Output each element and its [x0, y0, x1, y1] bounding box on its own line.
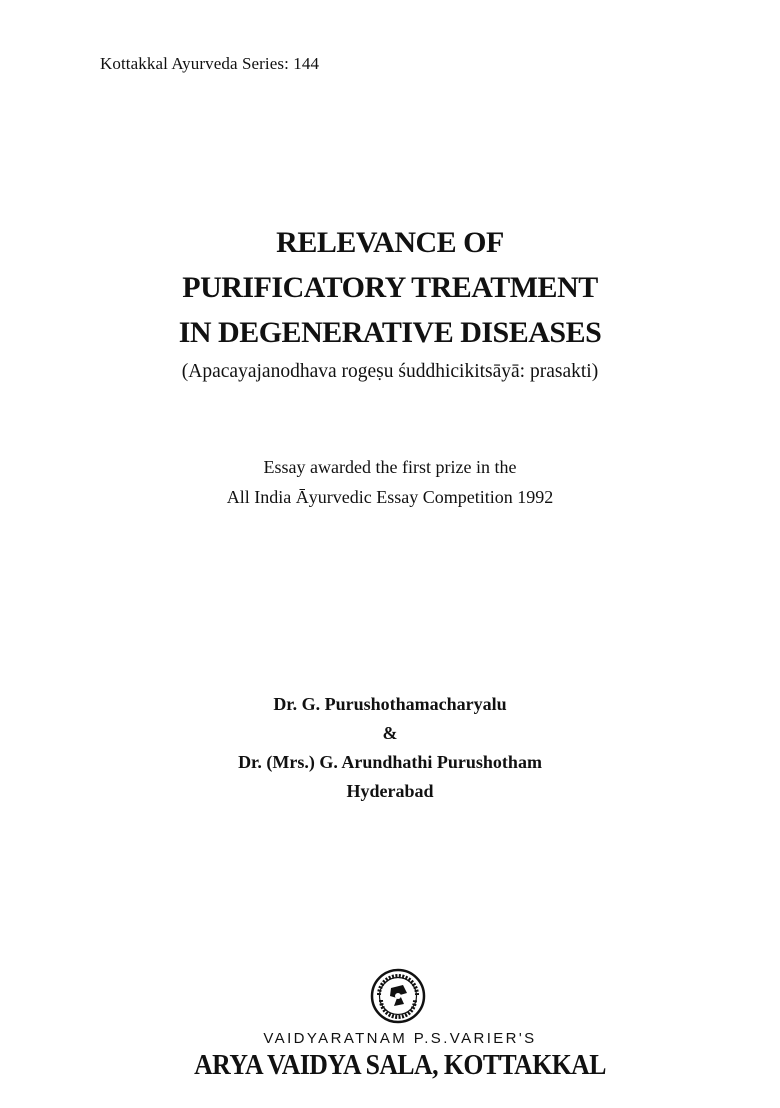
award-note [0, 452, 780, 512]
title-line-2: PURIFICATORY TREATMENT [182, 271, 598, 304]
award-line-1: Essay awarded the first prize in the [263, 457, 517, 477]
publisher-seal-icon [370, 968, 426, 1024]
title-block [0, 220, 780, 386]
author-1: Dr. G. Purushothamacharyalu [273, 694, 507, 714]
title-line-1: RELEVANCE OF [276, 226, 504, 259]
publisher-name-line: VAIDYARATNAM P.S.VARIER'S [263, 1030, 537, 1047]
award-line-2: All India Āyurvedic Essay Competition 1992 [226, 487, 554, 507]
subtitle: (Apacayajanodhava rogeṣu śuddhicikitsāyā: prasakti) [181, 361, 599, 382]
authors-block [0, 690, 780, 806]
author-2: Dr. (Mrs.) G. Arundhathi Purushotham [238, 752, 542, 772]
publisher-name: ARYA VAIDYA SALA, KOTTAKKAL [194, 1050, 606, 1081]
author-place: Hyderabad [346, 781, 434, 801]
title-line-3: IN DEGENERATIVE DISEASES [178, 316, 602, 349]
author-ampersand: & [382, 723, 398, 743]
series-label: Kottakkal Ayurveda Series: 144 [100, 54, 320, 73]
